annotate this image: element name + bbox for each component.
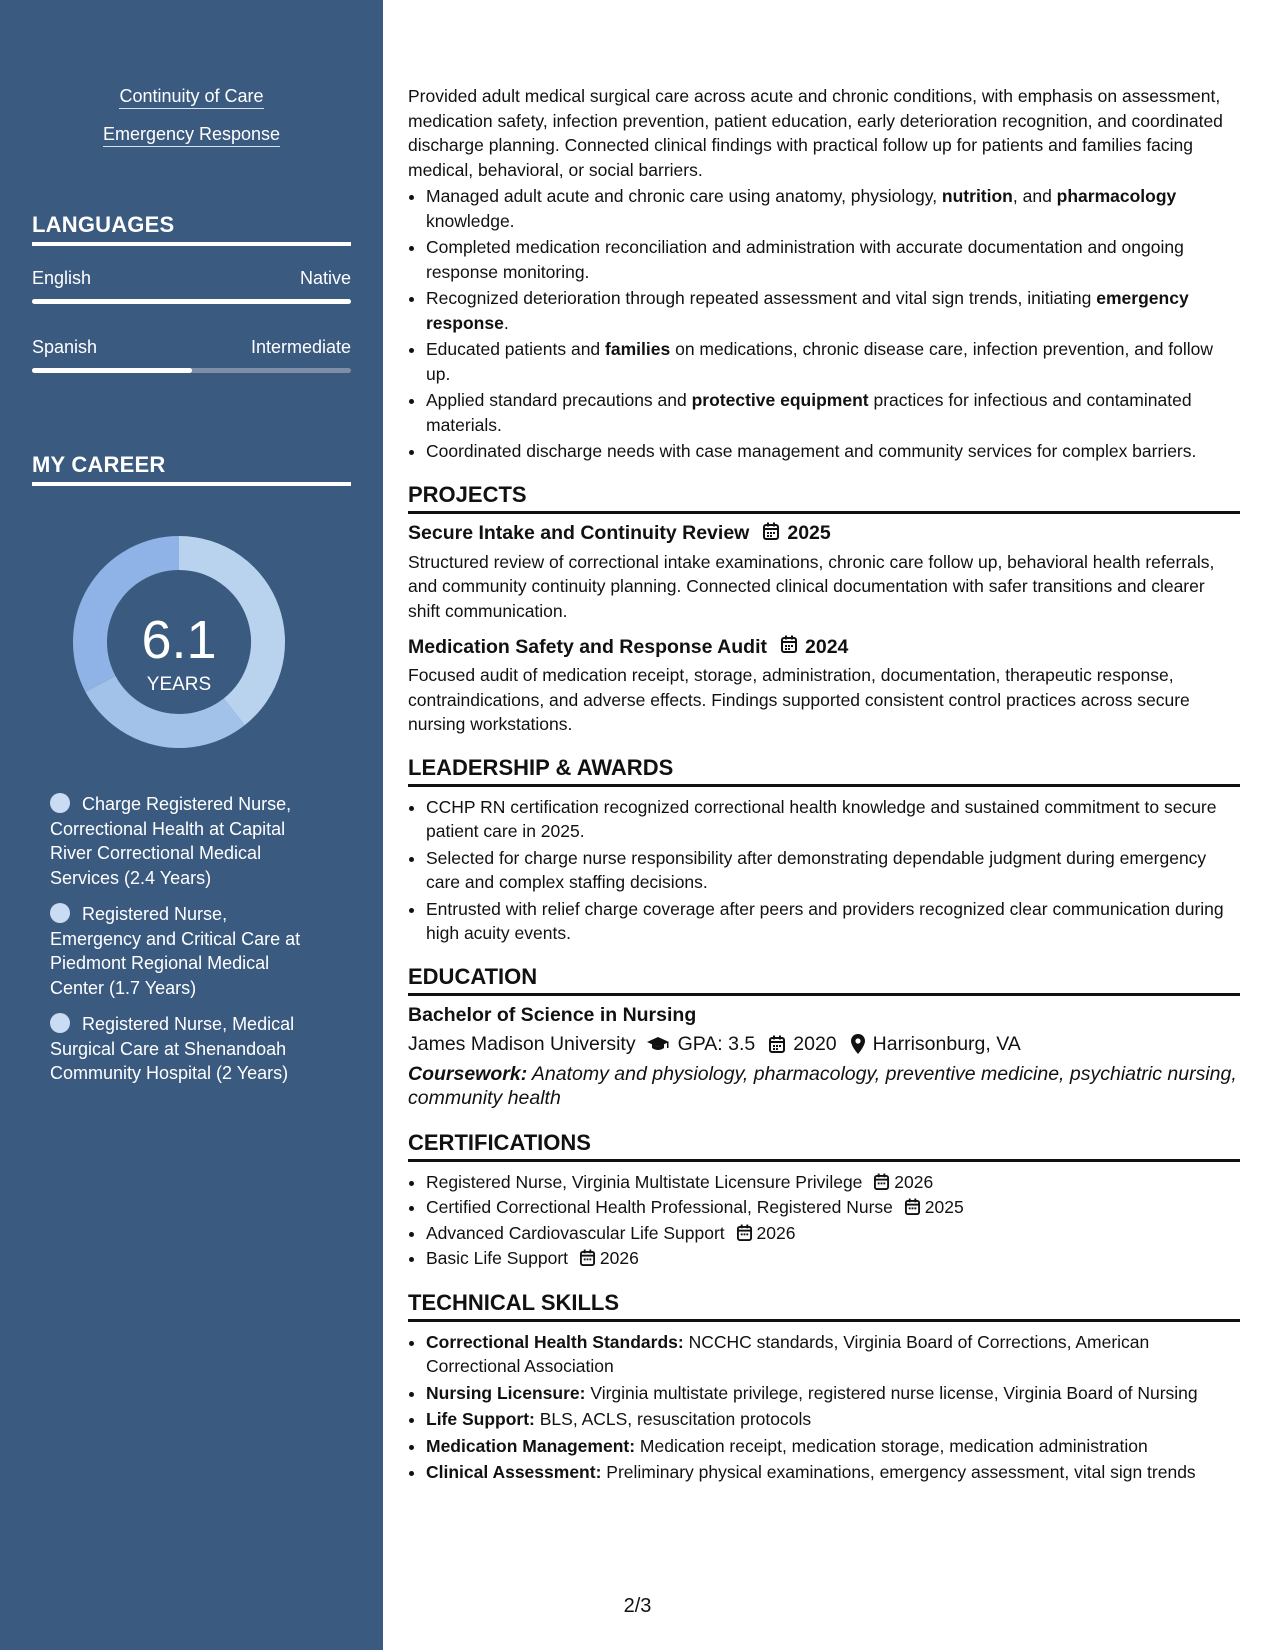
school-location: Harrisonburg, VA [872, 1032, 1021, 1055]
projects-heading: PROJECTS [408, 482, 1240, 514]
leadership-heading: LEADERSHIP & AWARDS [408, 755, 1240, 787]
skill-category: Nursing Licensure: [426, 1382, 586, 1403]
skill-tag-label: Continuity of Care [119, 86, 263, 109]
calendar-icon [580, 1248, 595, 1268]
skill-category: Life Support: [426, 1409, 535, 1429]
bullet-text: Recognized deterioration through repeated assessment and vital sign trends, initiating [426, 288, 1097, 308]
skill-tag [0, 86, 383, 107]
bullet-text: Applied standard precautions and [426, 390, 692, 410]
certification-year: 2026 [756, 1222, 796, 1243]
bullet-text: on medications, chronic disease care, infection prevention, and follow up. [426, 339, 1214, 384]
skill-tag-label: Emergency Response [103, 124, 280, 147]
bullet-text: practices for infectious and contaminated materials. [426, 390, 1192, 435]
skill-values: Medication receipt, medication storage, medication administration [635, 1435, 1148, 1456]
career-list [50, 792, 320, 1098]
gpa: GPA: 3.5 [677, 1032, 756, 1055]
school-name: James Madison University [408, 1032, 636, 1055]
project-description: Structured review of correctional intake examinations, chronic care follow up, behavioral health referrals, and community continuity planning. Connected clinical documentation with safer transitions and clearer shift communication. [408, 551, 1215, 621]
certification-item [426, 1195, 1240, 1221]
experience-bullet [426, 439, 1240, 464]
technical-skill-item [426, 1434, 1240, 1459]
certification-item [426, 1221, 1240, 1247]
calendar-icon [769, 1035, 785, 1053]
bullet-emphasis: families [605, 339, 671, 359]
calendar-icon [737, 1223, 752, 1243]
calendar-icon [781, 635, 797, 659]
language-row [32, 337, 351, 358]
skill-values: NCCHC standards, Virginia Board of Corrections, American Correctional Association [426, 1331, 1150, 1376]
bullet-text: . [503, 312, 509, 333]
career-item-text: Charge Registered Nurse, Correctional Health at Capital River Correctional Medical Services (2.4 Years) [50, 794, 292, 888]
language-level: Native [299, 268, 351, 288]
skill-values: Preliminary physical examinations, emergency assessment, vital sign trends [601, 1462, 1196, 1482]
career-item-text: Registered Nurse, Medical Surgical Care at Shenandoah Community Hospital (2 Years) [50, 1014, 295, 1083]
bullet-dot-icon [50, 903, 70, 923]
leadership-item: • Selected for charge nurse responsibility after demonstrating dependable judgment during emergency care and complex staffing decisions. [426, 846, 1240, 895]
technical-skill-item [426, 1381, 1240, 1406]
main-content [408, 84, 1240, 1487]
page-number: 2/3 [623, 1595, 652, 1617]
career-item [50, 792, 320, 890]
bullet-emphasis: nutrition [941, 186, 1013, 206]
leadership-item: • CCHP RN certification recognized correctional health knowledge and sustained commitment to secure patient care in 2025. [426, 795, 1240, 844]
education-details [408, 1033, 1240, 1056]
career-total-unit: YEARS [146, 674, 212, 695]
certification-year: 2025 [924, 1197, 964, 1217]
experience-bullet [426, 337, 1240, 386]
map-pin-icon [851, 1034, 865, 1054]
experience-summary: Provided adult medical surgical care across acute and chronic conditions, with emphasis on assessment, medication safety, infection prevention, patient education, early deterioration recognition, and coordinated discharge planning. Connected clinical findings with practical follow up for patients and families facing medical, behavioral, or social barriers. [408, 86, 1223, 180]
technical-skill-item [426, 1330, 1240, 1379]
certification-year: 2026 [894, 1171, 934, 1192]
bullet-text: Coordinated discharge needs with case management and community services for complex barriers. [426, 441, 1197, 461]
certification-item [426, 1170, 1240, 1196]
calendar-icon [905, 1197, 920, 1217]
experience-bullet [426, 184, 1240, 233]
project-title-row [408, 522, 1240, 546]
bullet-text: Completed medication reconciliation and administration with accurate documentation and ongoing response monitoring. [426, 237, 1184, 282]
skill-tag [0, 124, 383, 145]
leadership-list [408, 795, 1240, 946]
technical-skills-heading: TECHNICAL SKILLS [408, 1290, 1240, 1322]
experience-bullets [408, 184, 1240, 464]
career-item [50, 902, 320, 1000]
career-heading: MY CAREER [32, 452, 351, 486]
career-item [50, 1012, 320, 1086]
graduation-year: 2020 [793, 1032, 837, 1055]
language-row [32, 268, 351, 289]
language-bar [32, 368, 351, 373]
skill-tags [0, 86, 383, 145]
certifications-heading: CERTIFICATIONS [408, 1130, 1240, 1162]
experience-bullet [426, 388, 1240, 437]
bullet-text: Educated patients and [426, 339, 606, 359]
calendar-icon [874, 1172, 889, 1192]
skill-category: Medication Management: [426, 1435, 636, 1456]
language-bar-fill [32, 368, 192, 373]
skill-category: Clinical Assessment: [426, 1462, 602, 1482]
certification-name: Basic Life Support [426, 1248, 569, 1268]
project-title: Secure Intake and Continuity Review [408, 522, 750, 544]
experience-bullet [426, 286, 1240, 335]
technical-skill-item [426, 1407, 1240, 1432]
coursework-text: Anatomy and physiology, pharmacology, preventive medicine, psychiatric nursing, community health [408, 1062, 1237, 1109]
languages-heading: LANGUAGES [32, 212, 351, 246]
education-heading: EDUCATION [408, 964, 1240, 996]
bullet-emphasis: pharmacology [1056, 186, 1177, 206]
sidebar [0, 0, 383, 1650]
degree-title: Bachelor of Science in Nursing [408, 1003, 697, 1026]
career-total-value: 6.1 [141, 610, 217, 670]
career-donut-chart [65, 528, 293, 756]
bullet-emphasis: protective equipment [691, 390, 869, 410]
bullet-text: , and [1012, 186, 1057, 206]
certifications-list [408, 1170, 1240, 1272]
experience-bullet [426, 235, 1240, 284]
calendar-icon [763, 522, 779, 546]
language-name: English [32, 268, 92, 288]
graduation-cap-icon [646, 1036, 670, 1052]
skill-category: Correctional Health Standards: [426, 1331, 684, 1352]
bullet-text: knowledge. [426, 210, 515, 231]
certification-year: 2026 [599, 1248, 639, 1268]
project-title: Medication Safety and Response Audit [408, 635, 767, 658]
language-bar [32, 299, 351, 304]
bullet-dot-icon [50, 1013, 70, 1033]
bullet-dot-icon [50, 793, 70, 813]
coursework [408, 1062, 1240, 1110]
project-title-row [408, 635, 1240, 659]
language-level: Intermediate [250, 337, 351, 357]
skill-values: BLS, ACLS, resuscitation protocols [534, 1409, 812, 1429]
certification-item [426, 1246, 1240, 1272]
language-bar-fill [32, 299, 351, 304]
certification-name: Advanced Cardiovascular Life Support [426, 1222, 725, 1243]
project-year: 2025 [787, 522, 831, 544]
technical-skills-list [408, 1330, 1240, 1485]
leadership-item: • Entrusted with relief charge coverage after peers and providers recognized clear communication during high acuity events. [426, 897, 1240, 946]
project-description: Focused audit of medication receipt, storage, administration, documentation, therapeutic response, contraindications, and adverse effects. Findings supported consistent control practices across secure nursing workstations. [408, 665, 1190, 734]
language-name: Spanish [32, 337, 98, 357]
bullet-emphasis: emergency response [426, 288, 1189, 333]
skill-values: Virginia multistate privilege, registered nurse license, Virginia Board of Nursing [585, 1382, 1198, 1403]
career-item-text: Registered Nurse, Emergency and Critical Care at Piedmont Regional Medical Center (1.7 Years) [50, 904, 301, 998]
certification-name: Certified Correctional Health Professional, Registered Nurse [426, 1197, 893, 1217]
coursework-label: Coursework: [408, 1062, 528, 1085]
technical-skill-item [426, 1460, 1240, 1485]
project-year: 2024 [805, 635, 849, 658]
certification-name: Registered Nurse, Virginia Multistate Licensure Privilege [426, 1171, 863, 1192]
bullet-text: Managed adult acute and chronic care using anatomy, physiology, [426, 186, 942, 206]
